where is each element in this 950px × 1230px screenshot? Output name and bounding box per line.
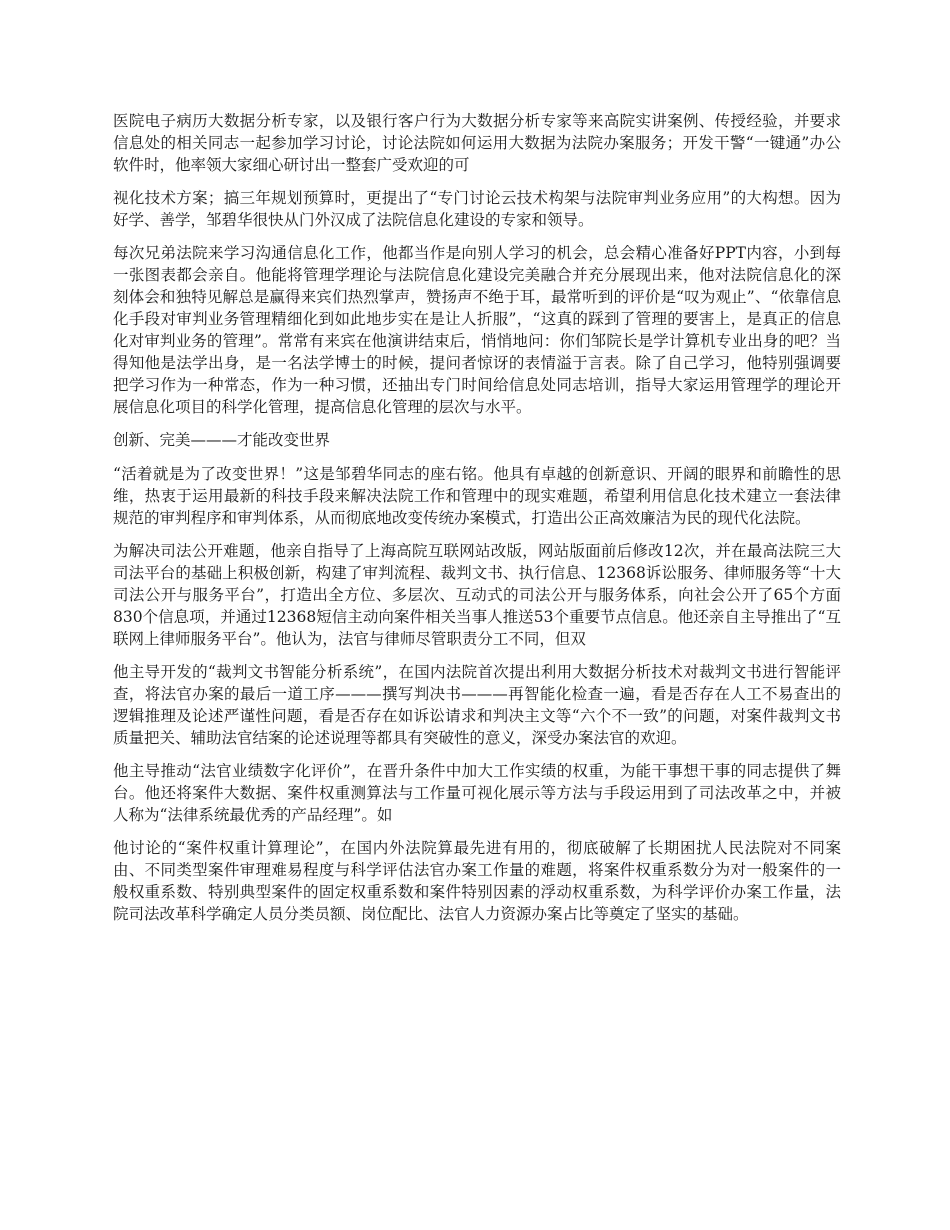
paragraph-8: 他讨论的“案件权重计算理论”，在国内外法院算最先进有用的，彻底破解了长期困扰人民法院对不同案由、不同类型案件审理难易程度与科学评估法官办案工作量的难题，将案件权重系数分为对一般案件的一般权重系数、特别典型案件的固定权重系数和案件特别因素的浮动权重系数，为科学评价办案工作量，法院司法改革科学确定人员分类员额、岗位配比、法官人力资源办案占比等奠定了坚实的基础。 <box>113 839 841 923</box>
paragraph-2: 视化技术方案；搞三年规划预算时，更提出了“专门讨论云技术构架与法院审判业务应用”的大构想。因为好学、善学，邹碧华很快从门外汉成了法院信息化建设的专家和领导。 <box>113 189 841 229</box>
paragraph-5: 为解决司法公开难题，他亲自指导了上海高院互联网站改版，网站版面前后修改12次，并在最高法院三大司法平台的基础上积极创新，构建了审判流程、裁判文书、执行信息、12368诉讼服务、律师服务等“十大司法公开与服务平台”，打造出全方位、多层次、互动式的司法公开与服务体系，向社会公开了65个方面830个信息项，并通过12368短信主动向案件相关当事人推送53个重要节点信息。他还亲自主导推出了“互联网上律师服务平台”。他认为，法官与律师尽管职责分工不同，但双 <box>113 542 841 648</box>
paragraph-3: 每次兄弟法院来学习沟通信息化工作，他都当作是向别人学习的机会，总会精心准备好PPT内容，小到每一张图表都会亲自。他能将管理学理论与法院信息化建设完美融合并充分展现出来，他对法院信息化的深刻体会和独特见解总是赢得来宾们热烈掌声，赞扬声不绝于耳，最常听到的评价是“叹为观止”、“依靠信息化手段对审判业务管理精细化到如此地步实在是让人折服”，“这真的踩到了管理的要害上，是真正的信息化对审判业务的管理”。常常有来宾在他演讲结束后，悄悄地问：你们邹院长是学计算机专业出身的吧？当得知他是法学出身，是一名法学博士的时候，提问者惊讶的表情溢于言表。除了自己学习，他特别强调要把学习作为一种常态，作为一种习惯，还抽出专门时间给信息处同志培训，指导大家运用管理学的理论开展信息化项目的科学化管理，提高信息化管理的层次与水平。 <box>113 244 841 416</box>
paragraph-1: 医院电子病历大数据分析专家，以及银行客户行为大数据分析专家等来高院实讲案例、传授经验，并要求信息处的相关同志一起参加学习讨论，讨论法院如何运用大数据为法院办案服务；开发干警“一键通”办公软件时，他率领大家细心研讨出一整套广受欢迎的可 <box>113 112 841 174</box>
paragraph-6: 他主导开发的“裁判文书智能分析系统”，在国内法院首次提出利用大数据分析技术对裁判文书进行智能评查，将法官办案的最后一道工序———撰写判决书———再智能化检查一遍，看是否存在人工不易查出的逻辑推理及论述严谨性问题，看是否存在如诉讼请求和判决主文等“六个不一致”的问题，对案件裁判文书质量把关、辅助法官结案的论述说理等都具有突破性的意义，深受办案法官的欢迎。 <box>113 663 841 747</box>
paragraph-7: 他主导推动“法官业绩数字化评价”，在晋升条件中加大工作实绩的权重，为能干事想干事的同志提供了舞台。他还将案件大数据、案件权重测算法与工作量可视化展示等方法与手段运用到了司法改革之中，并被人称为“法律系统最优秀的产品经理”。如 <box>113 762 841 824</box>
document-page <box>113 110 841 936</box>
section-heading: 创新、完美———才能改变世界 <box>113 431 331 449</box>
paragraph-4: “活着就是为了改变世界！”这是邹碧华同志的座右铭。他具有卓越的创新意识、开阔的眼界和前瞻性的思维，热衷于运用最新的科技手段来解决法院工作和管理中的现实难题，希望利用信息化技术建立一套法律规范的审判程序和审判体系，从而彻底地改变传统办案模式，打造出公正高效廉洁为民的现代化法院。 <box>113 465 841 527</box>
